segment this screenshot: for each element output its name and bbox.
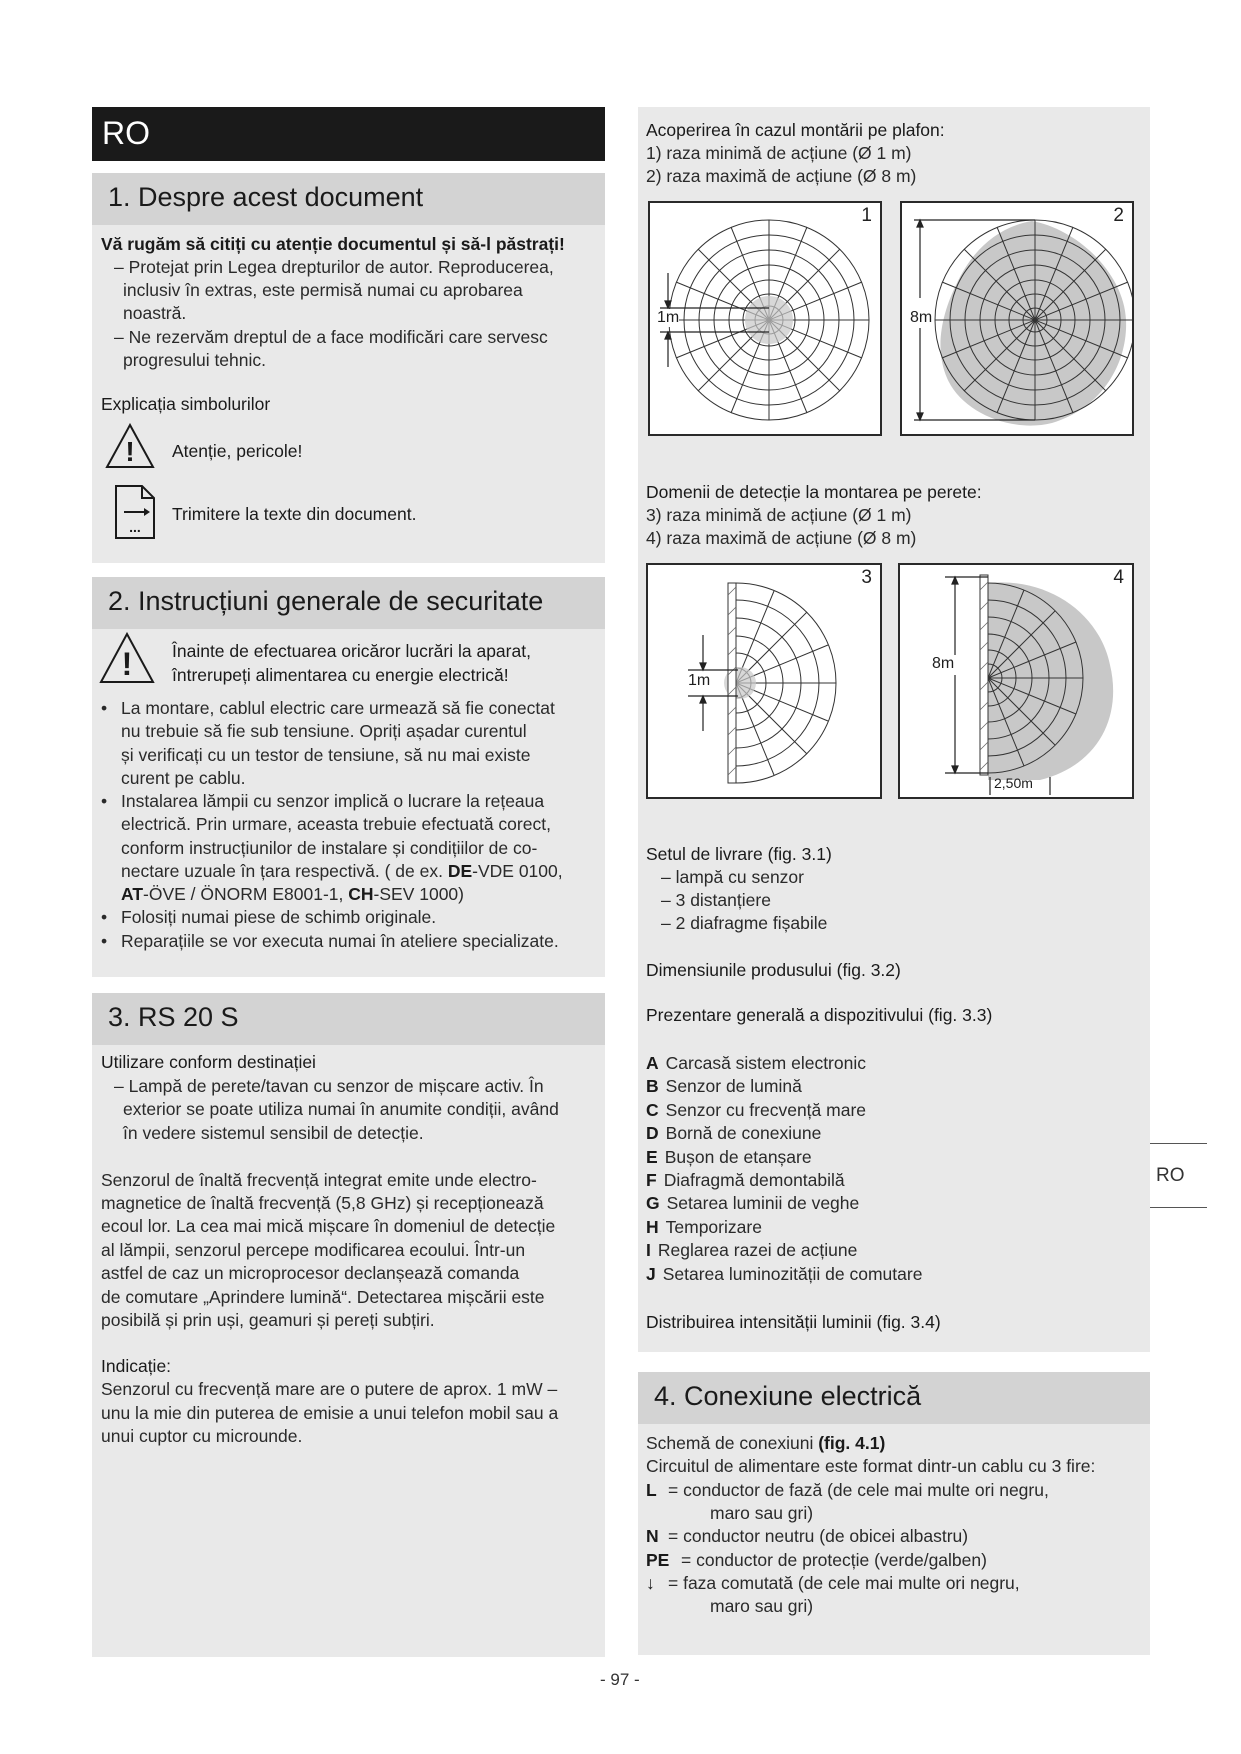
s2-bullet-line: și verificați cu un testor de tensiune, să nu mai existe (121, 745, 531, 765)
parts-list-item: A Carcasă sistem electronic (646, 1053, 866, 1073)
figure-height-label: 2,50m (994, 775, 1033, 791)
s3-para-line: magnetice de înaltă frecvență (5,8 GHz) și recepționează (101, 1193, 544, 1213)
divider (92, 563, 605, 577)
bullet: • (101, 931, 108, 951)
figure-dimension-label: 1m (657, 309, 680, 326)
s1-line: progresului tehnic. (123, 350, 266, 370)
parts-list-item: G Setarea luminii de veghe (646, 1193, 860, 1214)
light-distribution-title: Distribuirea intensității luminii (fig. 3.4) (646, 1312, 941, 1332)
s2-warning-line: Înainte de efectuarea oricăror lucrări la aparat, (172, 641, 531, 661)
wall-line: 4) raza maximă de acțiune (Ø 8 m) (646, 528, 917, 548)
section-3-header (92, 993, 605, 1045)
delivery-item: – lampă cu senzor (661, 867, 804, 887)
bullet: • (101, 698, 108, 718)
s4-key: PE (646, 1550, 670, 1570)
s3-use-line: – Lampă de perete/tavan cu senzor de mișcare activ. În (114, 1076, 544, 1096)
language-header (92, 107, 605, 161)
s3-use-line: exterior se poate utiliza numai în anumite condiții, având (123, 1099, 559, 1119)
s3-para-line: al lămpii, senzorul percepe modificarea ecoului. Într-un (101, 1240, 526, 1260)
wall-title: Domenii de detecție la montarea pe perete: (646, 482, 982, 502)
s2-bullet-line: Folosiți numai piese de schimb originale. (121, 907, 437, 927)
section-title: 4. Conexiune electrică (654, 1381, 922, 1411)
section-title: 2. Instrucțiuni generale de securitate (108, 586, 544, 616)
parts-list-item: E Bușon de etanșare (646, 1146, 812, 1167)
s2-bullet-line: nectare uzuale în țara respectivă. ( de ex. DE-VDE 0100, (121, 861, 563, 881)
s2-bullet-line: curent pe cablu. (121, 768, 246, 788)
s4-value: maro sau gri) (710, 1596, 814, 1616)
wall-line: 3) raza minimă de acțiune (Ø 1 m) (646, 505, 912, 525)
warning-icon (105, 423, 155, 474)
ceiling-title: Acoperirea în cazul montării pe plafon: (646, 120, 945, 140)
section-title: 3. RS 20 S (108, 1002, 239, 1032)
s1-line: – Protejat prin Legea drepturilor de autor. Reproducerea, (114, 257, 554, 277)
s1-lead: Vă rugăm să citiți cu atenție documentul și să-l păstrați! (101, 234, 565, 254)
bullet: • (101, 907, 108, 927)
s4-value: = faza comutată (de cele mai multe ori negru, (668, 1573, 1020, 1593)
section-title: 1. Despre acest document (108, 182, 424, 212)
svg-text:!: ! (125, 436, 135, 467)
ceiling-line: 2) raza maximă de acțiune (Ø 8 m) (646, 166, 917, 186)
side-tab-line (1150, 1143, 1207, 1144)
s1-line: – Ne rezervăm dreptul de a face modificări care servesc (114, 327, 548, 347)
figure-dimension-label: 1m (688, 672, 711, 689)
parts-list-item: C Senzor cu frecvență mare (646, 1099, 867, 1120)
s3-note-title: Indicație: (101, 1356, 172, 1376)
s2-bullet-line: electrică. Prin urmare, aceasta trebuie efectuată corect, (121, 814, 551, 834)
section-1-header (92, 173, 605, 225)
symbols-title: Explicația simbolurilor (101, 394, 271, 414)
figure-number: 2 (1113, 205, 1124, 226)
bullet: • (101, 791, 108, 811)
symbol-reference-text: Trimitere la texte din document. (172, 504, 417, 524)
s4-value: = conductor de fază (de cele mai multe ori negru, (668, 1480, 1049, 1500)
section-4-header (638, 1372, 1150, 1424)
parts-list-item: B Senzor de lumină (646, 1076, 802, 1097)
parts-list-item: D Bornă de conexiune (646, 1123, 822, 1144)
s4-key: L (646, 1480, 657, 1500)
delivery-item: – 3 distanțiere (661, 890, 771, 910)
s3-note-line: Senzorul cu frecvență mare are o putere de aprox. 1 mW – (101, 1379, 558, 1399)
s2-bullet-line: Instalarea lămpii cu senzor implică o lucrare la rețeaua (121, 791, 545, 811)
parts-list-item: F Diafragmă demontabilă (646, 1170, 845, 1190)
delivery-title: Setul de livrare (fig. 3.1) (646, 844, 832, 864)
s4-key: N (646, 1526, 659, 1546)
s2-warning-line: întrerupeți alimentarea cu energie electrică! (172, 665, 509, 685)
warning-icon (99, 632, 155, 689)
figure-3-wall-min (646, 563, 882, 799)
s3-para-line: de comutare „Aprindere lumină“. Detectarea mișcării este (101, 1287, 545, 1307)
s1-line: noastră. (123, 303, 187, 323)
dimensions-title: Dimensiunile produsului (fig. 3.2) (646, 960, 901, 980)
side-tab-line (1150, 1207, 1207, 1208)
figure-dimension-label: 8m (932, 655, 955, 672)
figure-2-ceiling-max (900, 201, 1134, 436)
s4-circuit: Circuitul de alimentare este format dintr-un cablu cu 3 fire: (646, 1456, 1096, 1476)
s2-bullet-line: La montare, cablul electric care urmează să fie conectat (121, 698, 555, 718)
s4-value: maro sau gri) (710, 1503, 814, 1523)
figure-dimension-label: 8m (910, 309, 933, 326)
parts-list-item: H Temporizare (646, 1216, 762, 1237)
figure-number: 4 (1113, 567, 1124, 588)
s2-bullet-line: AT-ÖVE / ÖNORM E8001-1, CH-SEV 1000) (121, 884, 464, 904)
s1-line: inclusiv în extras, este permisă numai cu aprobarea (123, 280, 523, 300)
s3-note-line: unui cuptor cu microunde. (101, 1426, 303, 1446)
language-tag: RO (102, 115, 150, 151)
s3-note-line: unu la mie din puterea de emisie a unui telefon mobil sau a (101, 1403, 559, 1423)
figure-number: 1 (861, 205, 872, 226)
side-tab-label: RO (1156, 1165, 1185, 1186)
s2-bullet-line: Reparațiile se vor executa numai în ateliere specializate. (121, 931, 559, 951)
s4-scheme: Schemă de conexiuni (fig. 4.1) (646, 1433, 886, 1453)
figure-1-ceiling-min (648, 201, 882, 436)
s3-para-line: posibilă și prin uși, geamuri și pereți subțiri. (101, 1310, 435, 1330)
switched-phase-icon: ↓ (646, 1573, 655, 1593)
page-number: - 97 - (600, 1670, 640, 1689)
s4-value: = conductor de protecție (verde/galben) (681, 1550, 987, 1570)
divider (92, 977, 605, 993)
figure-4-wall-max (898, 563, 1134, 799)
s3-use-line: în vedere sistemul sensibil de detecție. (123, 1123, 424, 1143)
s2-bullet-line: conform instrucțiunilor de instalare și condițiilor de co- (121, 838, 538, 858)
s3-para-line: ecoul lor. La cea mai mică mișcare în domeniul de detecție (101, 1216, 556, 1236)
overview-title: Prezentare generală a dispozitivului (fig. 3.3) (646, 1005, 993, 1025)
figure-number: 3 (861, 567, 872, 588)
section-2-header (92, 577, 605, 629)
svg-text:...: ... (129, 519, 141, 535)
ceiling-line: 1) raza minimă de acțiune (Ø 1 m) (646, 143, 912, 163)
s4-value: = conductor neutru (de obicei albastru) (668, 1526, 969, 1546)
s3-use-title: Utilizare conform destinației (101, 1052, 316, 1072)
s2-bullet-line: nu trebuie să fie sub tensiune. Opriți așadar curentul (121, 721, 527, 741)
s3-para-line: Senzorul de înaltă frecvență integrat emite unde electro- (101, 1170, 537, 1190)
divider (92, 161, 605, 173)
delivery-item: – 2 diafragme fișabile (661, 913, 828, 933)
parts-list-item: J Setarea luminozității de comutare (646, 1263, 923, 1284)
svg-text:!: ! (121, 646, 133, 682)
document-reference-icon (114, 484, 156, 545)
s3-para-line: astfel de caz un microprocesor declanșează comanda (101, 1263, 520, 1283)
parts-list-item: I Reglarea razei de acțiune (646, 1240, 858, 1261)
symbol-warning-text: Atenție, pericole! (172, 441, 303, 461)
